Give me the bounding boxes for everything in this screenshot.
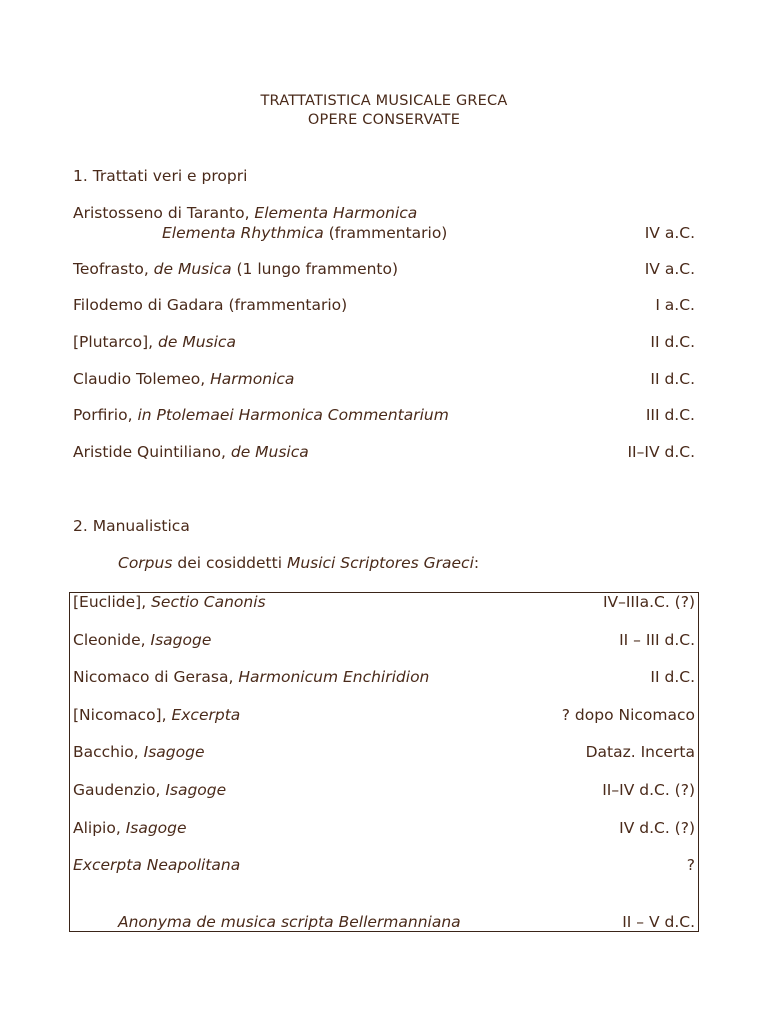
table-row xyxy=(73,668,429,686)
treatise-date: II d.C. xyxy=(650,333,695,351)
row-date: II – III d.C. xyxy=(619,631,695,649)
table-row xyxy=(73,706,240,724)
row-work: Excerpta xyxy=(171,706,241,724)
treatise-entry xyxy=(73,204,417,222)
corpus-word: Corpus xyxy=(118,554,173,572)
page-subtitle: OPERE CONSERVATE xyxy=(307,112,461,128)
row-author: Nicomaco di Gerasa, xyxy=(73,668,239,686)
row-author: Alipio, xyxy=(73,819,126,837)
treatise-entry xyxy=(73,406,449,424)
row-author: Bacchio, xyxy=(73,743,144,761)
treatise-work: in Ptolemaei Harmonica Commentarium xyxy=(137,406,449,424)
treatise-work: de Musica xyxy=(153,260,232,278)
treatise-date: II d.C. xyxy=(650,370,695,388)
treatise-entry xyxy=(73,333,236,351)
row-work: Harmonicum Enchiridion xyxy=(238,668,430,686)
row-date: IV–IIIa.C. (?) xyxy=(602,593,695,611)
page-title: TRATTATISTICA MUSICALE GRECA xyxy=(260,93,508,109)
treatise-work: Harmonica xyxy=(210,370,295,388)
row-date: Dataz. Incerta xyxy=(585,743,695,761)
treatise-entry xyxy=(73,370,294,388)
treatise-entry xyxy=(73,296,347,314)
treatise-author: Aristosseno di Taranto, xyxy=(73,204,255,222)
table-row xyxy=(73,781,226,799)
treatise-note: (frammentario) xyxy=(323,224,448,242)
row-work: Isagoge xyxy=(125,819,187,837)
row-work: Isagoge xyxy=(165,781,227,799)
row-work: Anonyma de musica scripta Bellermanniana xyxy=(118,913,461,931)
treatise-entry xyxy=(73,443,309,461)
treatise-author: Claudio Tolemeo, xyxy=(73,370,211,388)
table-row xyxy=(73,593,266,611)
treatise-date: II–IV d.C. xyxy=(627,443,695,461)
row-author: [Nicomaco], xyxy=(73,706,172,724)
table-row xyxy=(73,743,205,761)
corpus-intro xyxy=(118,554,479,572)
row-date: IV d.C. (?) xyxy=(619,819,695,837)
corpus-collection: Musici Scriptores Graeci xyxy=(286,554,474,572)
treatise-date: III d.C. xyxy=(645,406,695,424)
row-work: Isagoge xyxy=(143,743,205,761)
treatise-work: de Musica xyxy=(230,443,309,461)
treatise-note: (1 lungo frammento) xyxy=(231,260,399,278)
row-author: Gaudenzio, xyxy=(73,781,166,799)
table-row xyxy=(118,913,461,931)
corpus-text: dei cosiddetti xyxy=(172,554,287,572)
treatise-author: Aristide Quintiliano, xyxy=(73,443,231,461)
section1-heading: 1. Trattati veri e propri xyxy=(73,167,248,185)
treatise-work: Elementa Rhythmica xyxy=(162,224,324,242)
treatise-author: Filodemo di Gadara (frammentario) xyxy=(73,296,348,314)
treatise-author: [Plutarco], xyxy=(73,333,159,351)
treatise-work: de Musica xyxy=(158,333,236,351)
treatise-work: Elementa Harmonica xyxy=(254,204,418,222)
treatise-author: Teofrasto, xyxy=(73,260,154,278)
corpus-colon: : xyxy=(473,554,480,572)
table-row xyxy=(73,819,187,837)
row-work: Sectio Canonis xyxy=(151,593,266,611)
row-work: Excerpta Neapolitana xyxy=(73,856,241,874)
row-date: II–IV d.C. (?) xyxy=(602,781,695,799)
row-date: ? dopo Nicomaco xyxy=(561,706,695,724)
row-author: [Euclide], xyxy=(73,593,152,611)
treatise-date: IV a.C. xyxy=(644,224,695,242)
treatise-author: Porfirio, xyxy=(73,406,138,424)
treatise-date: IV a.C. xyxy=(644,260,695,278)
treatise-entry xyxy=(162,224,447,242)
row-date: ? xyxy=(686,856,695,874)
row-date: II d.C. xyxy=(650,668,695,686)
row-author: Cleonide, xyxy=(73,631,151,649)
section2-heading: 2. Manualistica xyxy=(73,517,190,535)
row-work: Isagoge xyxy=(150,631,212,649)
table-row xyxy=(73,631,211,649)
table-row xyxy=(73,856,240,874)
treatise-date: I a.C. xyxy=(655,296,695,314)
treatise-entry xyxy=(73,260,398,278)
row-date: II – V d.C. xyxy=(622,913,695,931)
